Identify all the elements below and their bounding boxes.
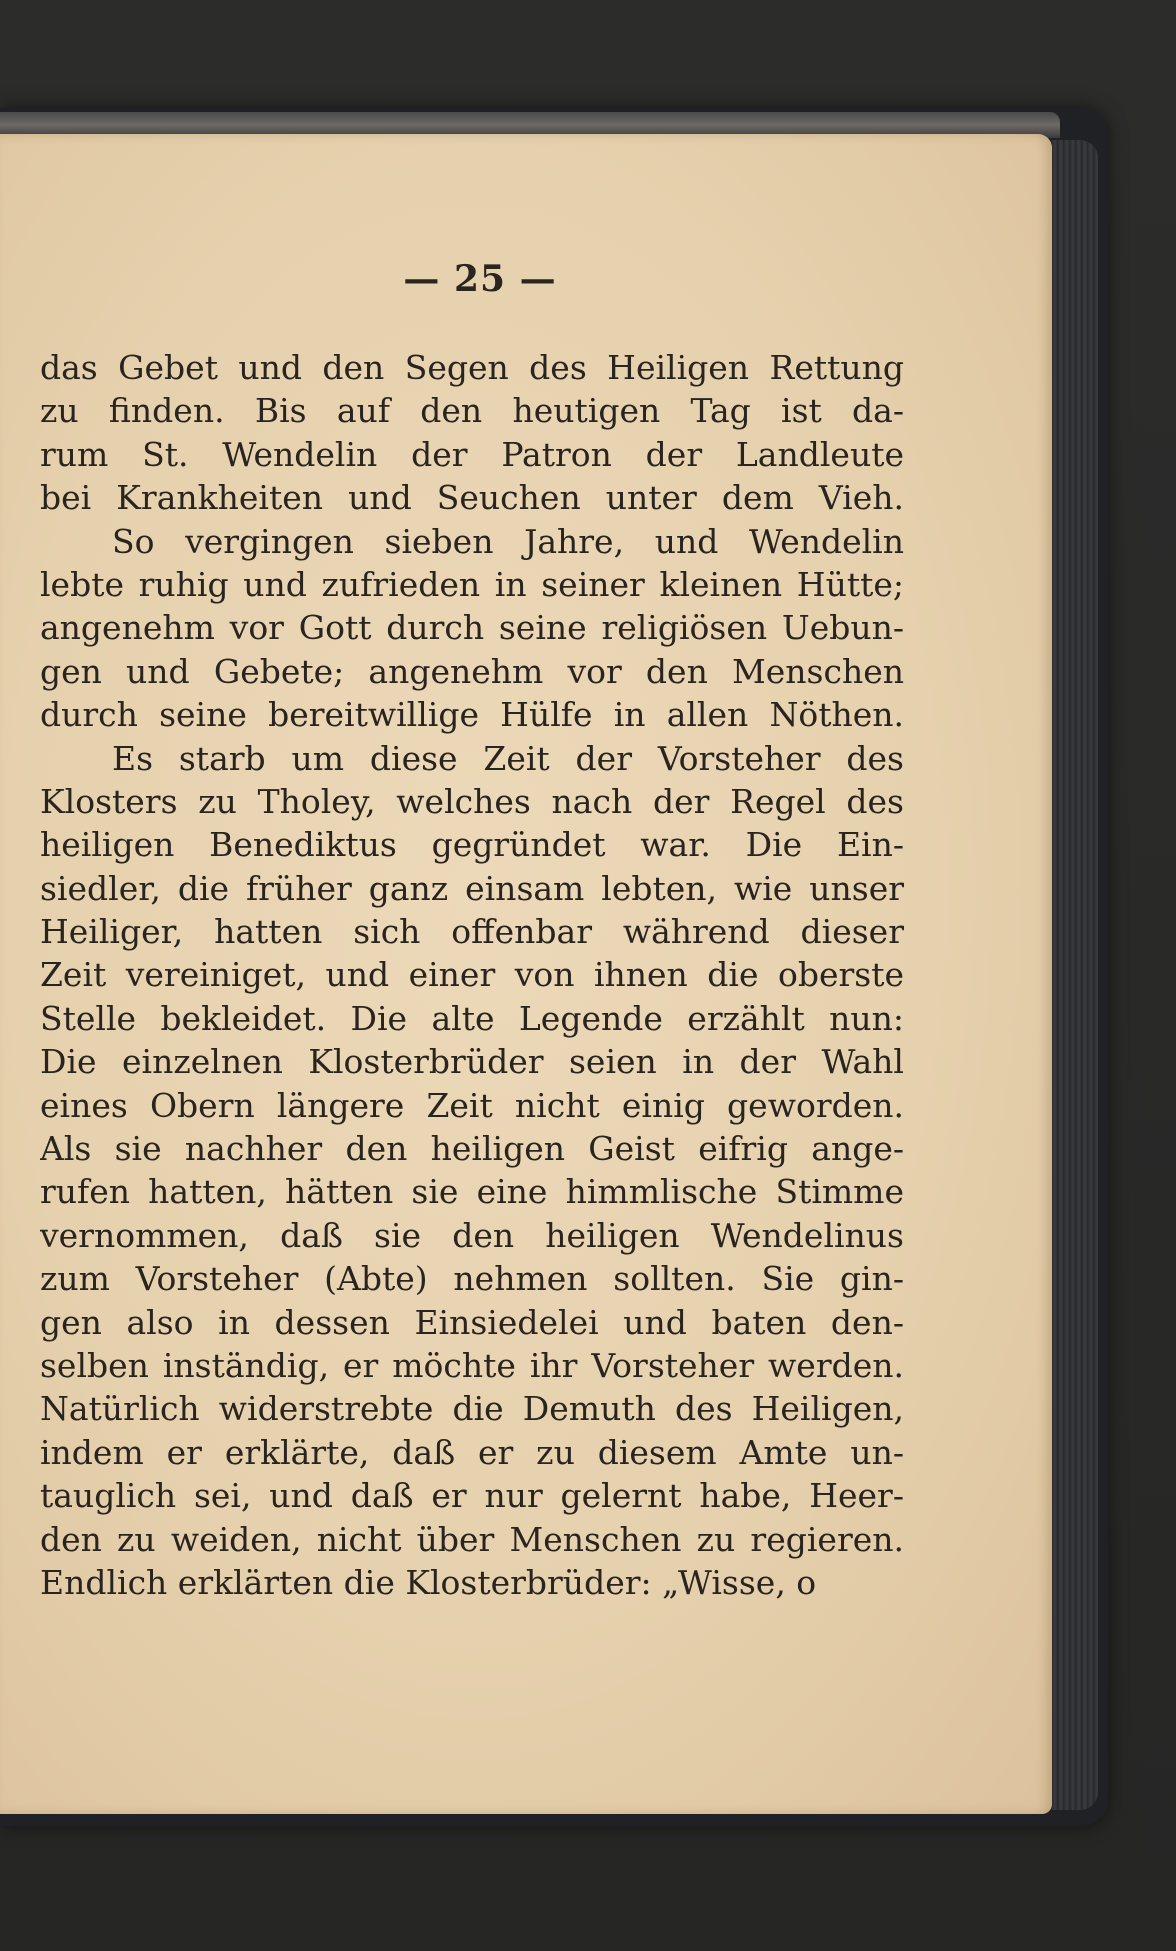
- page-number: — 25 —: [403, 258, 557, 300]
- text-line: rufen hatten, hätten sie eine himmlische Stimme: [40, 1172, 904, 1212]
- text-line: So vergingen sieben Jahre, und Wendelin: [112, 521, 904, 561]
- text-line: vernommen, daß sie den heiligen Wendelinus: [40, 1215, 904, 1255]
- text-line: Endlich erklärten die Klosterbrüder: „Wisse, o: [40, 1562, 817, 1602]
- text-line: lebte ruhig und zufrieden in seiner kleinen Hütte;: [40, 564, 904, 604]
- text-line: Als sie nachher den heiligen Geist eifrig ange-: [40, 1129, 904, 1169]
- book-spine-edge: [1046, 140, 1098, 1810]
- page-text: [40, 346, 904, 1604]
- text-line: Natürlich widerstrebte die Demuth des Heiligen,: [40, 1389, 904, 1429]
- text-line: Die einzelnen Klosterbrüder seien in der Wahl: [40, 1042, 904, 1082]
- text-line: gen und Gebete; angenehm vor den Menschen: [40, 651, 904, 691]
- text-line: das Gebet und den Segen des Heiligen Rettung: [40, 348, 904, 387]
- text-line: gen also in dessen Einsiedelei und baten den-: [40, 1302, 904, 1342]
- text-line: eines Obern längere Zeit nicht einig geworden.: [40, 1085, 904, 1125]
- text-line: zum Vorsteher (Abte) nehmen sollten. Sie gin-: [40, 1259, 904, 1299]
- text-line: Es starb um diese Zeit der Vorsteher des: [112, 738, 904, 778]
- text-line: Stelle bekleidet. Die alte Legende erzählt nun:: [40, 998, 904, 1038]
- text-line: indem er erklärte, daß er zu diesem Amte un-: [40, 1432, 904, 1472]
- text-line: zu finden. Bis auf den heutigen Tag ist da-: [40, 391, 904, 431]
- text-line: tauglich sei, und daß er nur gelernt habe, Heer-: [40, 1476, 904, 1516]
- text-line: den zu weiden, nicht über Menschen zu regieren.: [40, 1519, 904, 1559]
- text-line: heiligen Benediktus gegründet war. Die Ein-: [40, 825, 904, 865]
- text-line: angenehm vor Gott durch seine religiösen Uebun-: [40, 608, 904, 648]
- text-line: durch seine bereitwillige Hülfe in allen Nöthen.: [40, 695, 904, 735]
- text-line: Zeit vereiniget, und einer von ihnen die oberste: [40, 955, 904, 995]
- text-line: selben inständig, er möchte ihr Vorsteher werden.: [40, 1345, 904, 1385]
- text-line: Heiliger, hatten sich offenbar während dieser: [40, 912, 904, 952]
- text-line: rum St. Wendelin der Patron der Landleute: [40, 434, 904, 474]
- text-line: Klosters zu Tholey, welches nach der Regel des: [40, 781, 904, 821]
- text-line: siedler, die früher ganz einsam lebten, wie unser: [40, 868, 904, 908]
- text-line: bei Krankheiten und Seuchen unter dem Vieh.: [40, 478, 904, 518]
